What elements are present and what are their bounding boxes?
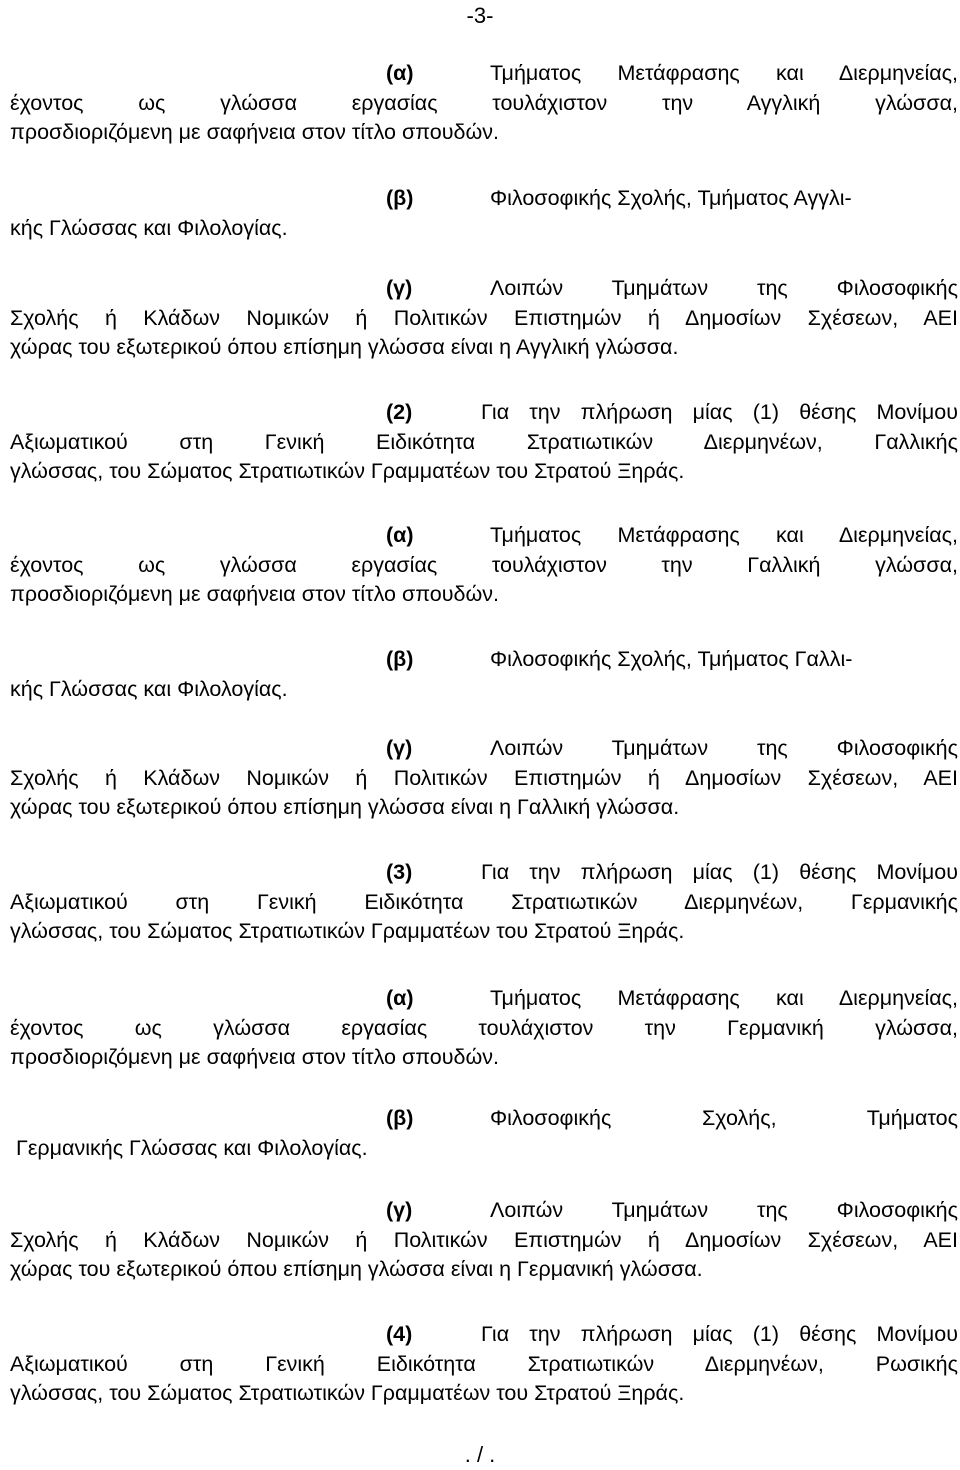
heading-text: Τμήματος Μετάφρασης και Διερμηνείας, (490, 61, 958, 85)
paragraph-heading (10, 1196, 958, 1226)
paragraph-heading (10, 274, 958, 304)
paragraph-line: Αξιωματικού στη Γενική Ειδικότητα Στρατιωτικών Διερμηνέων, Γερμανικής (10, 889, 958, 914)
paragraph-line: χώρας του εξωτερικού όπου επίσημη γλώσσα είναι η Γερμανική γλώσσα. (10, 1257, 703, 1281)
heading-text: Για την πλήρωση μίας (1) θέσης Μονίμου (481, 860, 958, 884)
paragraph-line: κής Γλώσσας και Φιλολογίας. (10, 676, 288, 701)
paragraph-alpha-german (10, 984, 958, 1073)
paragraph-alpha-english (10, 59, 958, 148)
item-marker: (4) (386, 1322, 413, 1346)
heading-text: Φιλοσοφικής Σχολής, Τμήματος Αγγλι- (490, 186, 852, 210)
paragraph-heading (10, 734, 958, 764)
paragraph-line: γλώσσας, του Σώματος Στρατιωτικών Γραμματέων του Στρατού Ξηράς. (10, 919, 685, 943)
page-continuation-mark: . / . (464, 1442, 496, 1467)
paragraph-heading (10, 1320, 958, 1350)
paragraph-line: κής Γλώσσας και Φιλολογίας. (10, 215, 288, 240)
item-marker: (α) (386, 986, 414, 1010)
heading-text: Για την πλήρωση μίας (1) θέσης Μονίμου (481, 400, 958, 424)
item-marker: (β) (386, 647, 414, 671)
paragraph-line: Σχολής ή Κλάδων Νομικών ή Πολιτικών Επιστημών ή Δημοσίων Σχέσεων, ΑΕΙ (10, 1227, 958, 1252)
paragraph-heading (10, 398, 958, 428)
paragraph-line: έχοντος ως γλώσσα εργασίας τουλάχιστον την Γερμανική γλώσσα, (10, 1015, 958, 1040)
paragraph-line: έχοντος ως γλώσσα εργασίας τουλάχιστον την Αγγλική γλώσσα, (10, 90, 958, 115)
paragraph-beta-german (10, 1104, 958, 1163)
paragraph-gamma-french (10, 734, 958, 823)
paragraph-heading (10, 1104, 958, 1134)
paragraph-item-4-russian (10, 1320, 958, 1409)
heading-text: Τμήματος Μετάφρασης και Διερμηνείας, (490, 523, 958, 547)
paragraph-line: χώρας του εξωτερικού όπου επίσημη γλώσσα είναι η Γαλλική γλώσσα. (10, 795, 680, 819)
paragraph-heading (10, 984, 958, 1014)
paragraph-alpha-french (10, 521, 958, 610)
item-marker: (α) (386, 61, 414, 85)
paragraph-line: Αξιωματικού στη Γενική Ειδικότητα Στρατιωτικών Διερμηνέων, Ρωσικής (10, 1351, 958, 1376)
heading-text: Λοιπών Τμημάτων της Φιλοσοφικής (490, 1198, 958, 1222)
paragraph-gamma-german (10, 1196, 958, 1285)
item-marker: (γ) (386, 1198, 413, 1222)
paragraph-heading (10, 645, 958, 675)
heading-text: Τμήματος Μετάφρασης και Διερμηνείας, (490, 986, 958, 1010)
paragraph-line: Σχολής ή Κλάδων Νομικών ή Πολιτικών Επιστημών ή Δημοσίων Σχέσεων, ΑΕΙ (10, 765, 958, 790)
paragraph-beta-english (10, 184, 958, 243)
heading-text: Για την πλήρωση μίας (1) θέσης Μονίμου (481, 1322, 958, 1346)
paragraph-line: Γερμανικής Γλώσσας και Φιλολογίας. (16, 1135, 368, 1160)
paragraph-line: προσδιοριζόμενη με σαφήνεια στον τίτλο σπουδών. (10, 1045, 499, 1069)
paragraph-line: έχοντος ως γλώσσα εργασίας τουλάχιστον την Γαλλική γλώσσα, (10, 552, 958, 577)
paragraph-line: προσδιοριζόμενη με σαφήνεια στον τίτλο σπουδών. (10, 582, 499, 606)
item-marker: (3) (386, 860, 413, 884)
item-marker: (β) (386, 186, 414, 210)
heading-text: Λοιπών Τμημάτων της Φιλοσοφικής (490, 276, 958, 300)
item-marker: (γ) (386, 276, 413, 300)
item-marker: (γ) (386, 736, 413, 760)
paragraph-line: Αξιωματικού στη Γενική Ειδικότητα Στρατιωτικών Διερμηνέων, Γαλλικής (10, 429, 958, 454)
paragraph-heading (10, 59, 958, 89)
paragraph-line: γλώσσας, του Σώματος Στρατιωτικών Γραμματέων του Στρατού Ξηράς. (10, 1381, 685, 1405)
paragraph-gamma-english (10, 274, 958, 363)
page-number: -3- (466, 3, 494, 28)
heading-text: Λοιπών Τμημάτων της Φιλοσοφικής (490, 736, 958, 760)
heading-text: Φιλοσοφικής Σχολής, Τμήματος (490, 1106, 958, 1130)
paragraph-beta-french (10, 645, 958, 704)
item-marker: (α) (386, 523, 414, 547)
paragraph-heading (10, 858, 958, 888)
paragraph-heading (10, 184, 958, 214)
paragraph-line: γλώσσας, του Σώματος Στρατιωτικών Γραμματέων του Στρατού Ξηράς. (10, 459, 685, 483)
paragraph-line: Σχολής ή Κλάδων Νομικών ή Πολιτικών Επιστημών ή Δημοσίων Σχέσεων, ΑΕΙ (10, 305, 958, 330)
item-marker: (2) (386, 400, 413, 424)
paragraph-item-2-french (10, 398, 958, 487)
paragraph-item-3-german (10, 858, 958, 947)
paragraph-line: προσδιοριζόμενη με σαφήνεια στον τίτλο σπουδών. (10, 120, 499, 144)
paragraph-line: χώρας του εξωτερικού όπου επίσημη γλώσσα είναι η Αγγλική γλώσσα. (10, 335, 679, 359)
paragraph-heading (10, 521, 958, 551)
item-marker: (β) (386, 1106, 414, 1130)
heading-text: Φιλοσοφικής Σχολής, Τμήματος Γαλλι- (490, 647, 853, 671)
